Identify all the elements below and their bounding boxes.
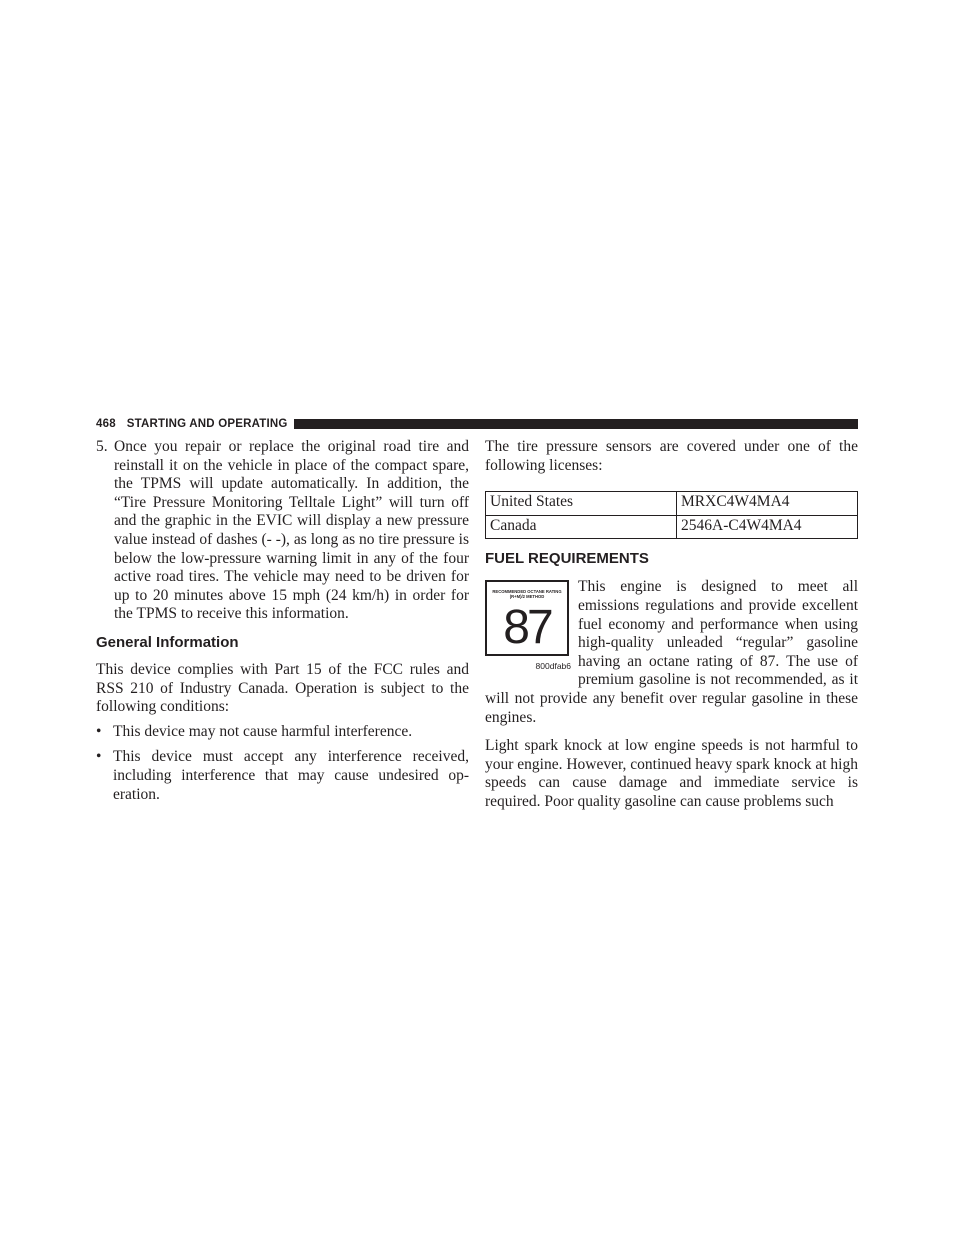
figure-id: 800dfab6 bbox=[535, 661, 571, 672]
list-item bbox=[96, 748, 469, 804]
licenses-table bbox=[485, 491, 858, 539]
left-column bbox=[96, 438, 469, 811]
license-region: Canada bbox=[486, 515, 677, 539]
item-number: 5. bbox=[96, 438, 108, 455]
item-text: Once you repair or replace the original road tire and reinstall it on the vehicle in place of the compact spare, the TPMS will update automatically. In addition, the “Tire Pressure Monitoring Telltale Light” will turn off and the graphic in the EVIC will display a new pressure value instead of dashes (- -), as long as no tire pressure is below the low-pressure warning limit in any of the four active road tires. The vehicle may need to be driven for up to 20 minutes above 15 mph (24 km/h) in order for the TPMS to receive this information. bbox=[114, 438, 469, 623]
fuel-requirements-heading: FUEL REQUIREMENTS bbox=[485, 550, 649, 568]
right-column bbox=[485, 438, 858, 812]
header-rule bbox=[294, 419, 858, 429]
table-row bbox=[486, 515, 858, 539]
license-code: 2546A-C4W4MA4 bbox=[677, 515, 858, 539]
bullet-icon: • bbox=[96, 722, 102, 740]
page-number: 468 bbox=[96, 418, 116, 430]
conditions-list bbox=[96, 723, 469, 804]
octane-label-text: RECOMMENDED OCTANE RATING (R+M)/2 METHOD bbox=[492, 589, 562, 600]
spark-knock-text: Light spark knock at low engine speeds is not harmful to your engine. However, continued heavy spark knock at high speeds can cause damage and immediate service is required. Poor quality gasoline can cause problems such bbox=[485, 737, 858, 810]
general-information-text: This device complies with Part 15 of the FCC rules and RSS 210 of Industry Canada. Operation is subject to the following conditions: bbox=[96, 660, 469, 716]
license-region: United States bbox=[486, 492, 677, 516]
bullet-icon: • bbox=[96, 748, 102, 766]
octane-value: 87 bbox=[503, 601, 551, 655]
list-item-text: This device must accept any interference received, including interference that may cause undesired op-eration. bbox=[113, 748, 469, 803]
general-information-heading: General Information bbox=[96, 633, 239, 651]
fuel-requirements-text: This engine is designed to meet all emissions regulations and provide excellent fuel economy and performance when using high-quality unleaded “regular” gasoline having an octane rating of 87. The use of premium gasoline is not recommended, as it will not provide any benefit over regular gasoline in these engines. bbox=[485, 578, 858, 726]
license-code: MRXC4W4MA4 bbox=[677, 492, 858, 516]
licenses-intro: The tire pressure sensors are covered under one of the following licenses: bbox=[485, 438, 858, 474]
table-row bbox=[486, 492, 858, 516]
list-item bbox=[96, 723, 469, 742]
numbered-item-5 bbox=[96, 438, 469, 624]
list-item-text: This device may not cause harmful interference. bbox=[113, 722, 413, 740]
octane-rating-label bbox=[485, 580, 569, 656]
section-title: STARTING AND OPERATING bbox=[126, 418, 288, 430]
page-header bbox=[96, 417, 858, 431]
octane-figure bbox=[485, 580, 573, 676]
